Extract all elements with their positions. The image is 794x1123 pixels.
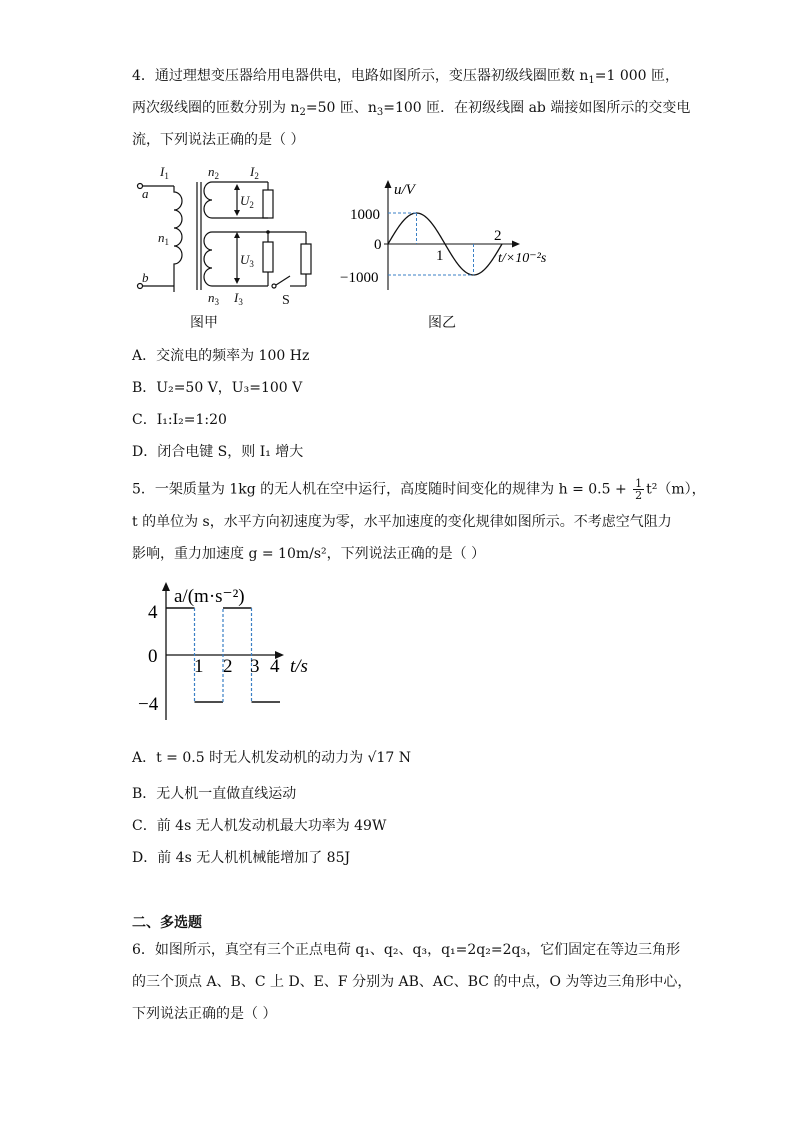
terminal-a-label: a — [142, 186, 149, 201]
u-ytick-0: 0 — [374, 237, 382, 253]
q5-stem-line1 — [132, 478, 706, 501]
a-y-arrow — [162, 582, 170, 591]
terminal-b-label: b — [142, 270, 149, 285]
q5-option-b[interactable]: B．无人机一直做直线运动 — [132, 786, 297, 802]
u-ytick-1000: 1000 — [350, 207, 380, 223]
a-ytick-0: 0 — [148, 646, 158, 667]
q4-stem2b: =50 匝、n — [305, 100, 377, 116]
a-xtick-3: 3 — [250, 656, 260, 677]
q5-option-c[interactable]: C．前 4s 无人机发动机最大功率为 49W — [132, 818, 387, 834]
q6-stem-line1: 6．如图所示，真空有三个正点电荷 q₁、q₂、q₃，q₁=2q₂=2q₃，它们固定在等边三角形 — [132, 942, 681, 958]
q5-option-a[interactable]: A．t = 0.5 时无人机发动机的动力为 √17 N — [132, 750, 411, 766]
q5-stem1-end: t²（m）， — [646, 481, 706, 498]
q4-stem2c: =100 匝．在初级线圈 ab 端接如图所示的交变电 — [383, 100, 691, 116]
q4-option-b[interactable]: B．U₂=50 V，U₃=100 V — [132, 380, 303, 396]
q4-option-d[interactable]: D．闭合电键 S，则 I₁ 增大 — [132, 444, 304, 460]
a-xtick-1: 1 — [194, 656, 204, 677]
q5-stem1: 5．一架质量为 1kg 的无人机在空中运行，高度随时间变化的规律为 h = 0.5 + — [132, 481, 627, 498]
coil-n2-label: $n_2$ — [208, 164, 219, 181]
acceleration-time-chart — [138, 580, 328, 726]
q4-stem-line1 — [132, 66, 679, 91]
q4-stem-text: 4．通过理想变压器给用电器供电，电路如图所示，变压器初级线圈匝数 n — [132, 68, 589, 84]
q5-frac-den: 2 — [635, 489, 643, 502]
q4-stem-line2 — [132, 98, 690, 123]
a-ytick-4: 4 — [148, 602, 158, 623]
q4-option-c[interactable]: C．I₁:I₂=1:20 — [132, 412, 227, 428]
a-xtick-4: 4 — [270, 656, 280, 677]
q4-stem2a: 两次级线圈的匝数分别为 n — [132, 100, 300, 116]
current-I1-label: $I_1$ — [160, 164, 169, 181]
coil-n1-label: $n_1$ — [158, 230, 169, 247]
q4-sub-n3: 3 — [376, 107, 384, 118]
u-ytick-neg1000: −1000 — [340, 270, 379, 286]
coil-n3-label: $n_3$ — [208, 290, 219, 307]
u-ylabel: u/V — [394, 182, 415, 198]
u-xtick-2: 2 — [494, 228, 502, 244]
current-I3-label: $I_3$ — [234, 290, 243, 307]
switch-S-label: S — [282, 293, 290, 308]
voltage-U3-label: $U_3$ — [240, 252, 254, 269]
a-xtick-2: 2 — [223, 656, 233, 677]
a-ytick-neg4: −4 — [138, 694, 159, 715]
u-xtick-1: 1 — [436, 248, 444, 264]
voltage-time-chart — [338, 178, 558, 296]
q4-stem-line3 — [132, 130, 304, 150]
a-ylabel: a/(m·s⁻²) — [174, 586, 245, 607]
q4-stem-sub: 1 — [588, 75, 595, 86]
q5-option-d[interactable]: D．前 4s 无人机机械能增加了 85J — [132, 850, 351, 866]
q5-stem-line3: 影响，重力加速度 g = 10m/s²，下列说法正确的是（ ） — [132, 546, 486, 562]
q4-stem3: 流，下列说法正确的是（ ） — [132, 132, 305, 148]
q5-frac-num: 1 — [635, 477, 643, 490]
a-xlabel: t/s — [290, 656, 308, 677]
q5-stem-line2: t 的单位为 s，水平方向初速度为零，水平加速度的变化规律如图所示。不考虑空气阻力 — [132, 514, 672, 530]
q4-option-a[interactable]: A．交流电的频率为 100 Hz — [132, 348, 310, 364]
u-y-arrow — [385, 180, 392, 188]
transformer-circuit-diagram — [130, 162, 330, 312]
current-I2-label: $I_2$ — [250, 164, 259, 181]
q6-stem-line2: 的三个顶点 A、B、C 上 D、E、F 分别为 AB、AC、BC 的中点，O 为等边三角形中心， — [132, 974, 692, 990]
q4-sub-n2: 2 — [299, 107, 306, 118]
q4-stem-end: =1 000 匝， — [594, 68, 680, 84]
figure-b-caption: 图乙 — [428, 315, 456, 331]
section-heading: 二、多选题 — [132, 915, 202, 931]
voltage-U2-label: $U_2$ — [240, 193, 254, 210]
q6-stem-line3: 下列说法正确的是（ ） — [132, 1006, 277, 1022]
u-x-arrow — [512, 241, 520, 248]
u-xlabel: t/×10⁻²s — [498, 251, 547, 266]
figure-a-caption: 图甲 — [190, 315, 218, 331]
q5-fraction — [633, 478, 644, 501]
